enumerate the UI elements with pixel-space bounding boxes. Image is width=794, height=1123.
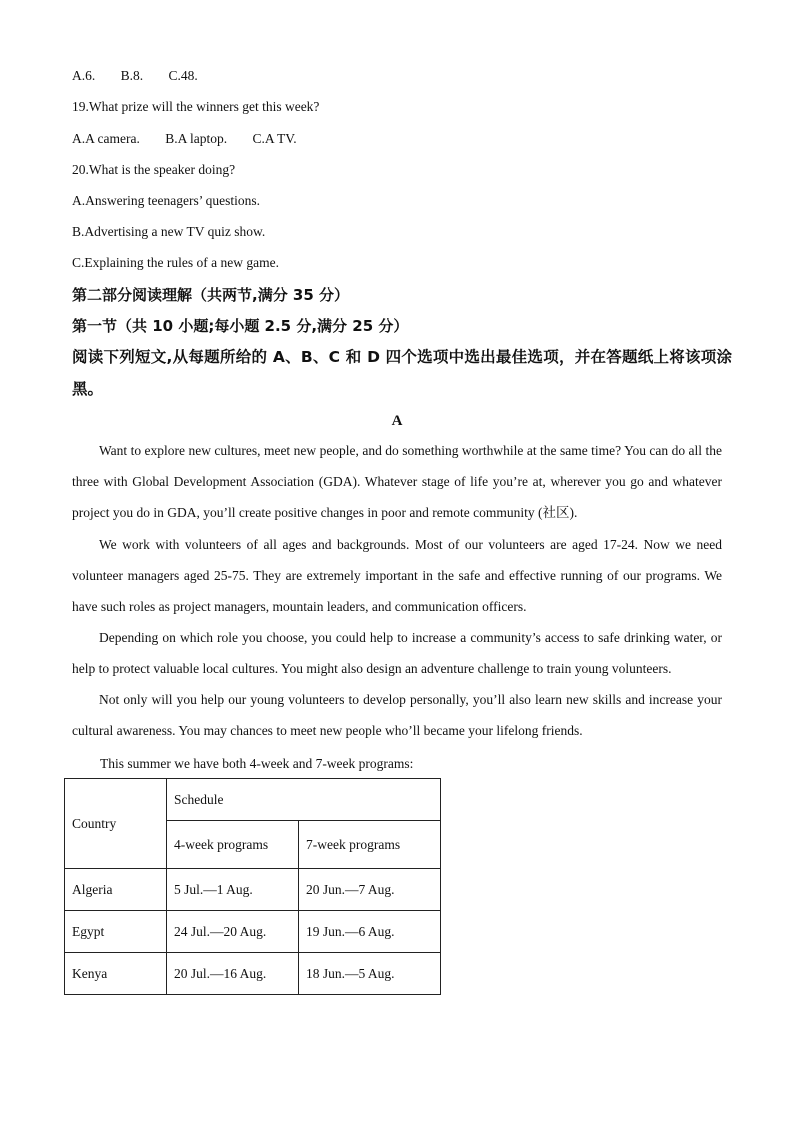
q18-options	[72, 67, 198, 85]
section-heading: 第一节（共 10 小题;每小题 2.5 分,满分 25 分）	[72, 317, 409, 335]
q19-question: 19.What prize will the winners get this week?	[72, 99, 320, 114]
q20-option-c: C.Explaining the rules of a new game.	[72, 255, 279, 270]
q18-option-b: B.8.	[120, 68, 144, 83]
four-week-header: 4-week programs	[167, 821, 299, 869]
q18-option-c: C.48.	[168, 68, 198, 83]
q20-option-b: B.Advertising a new TV quiz show.	[72, 224, 266, 239]
part-heading: 第二部分阅读理解（共两节,满分 35 分）	[72, 286, 350, 304]
passage-paragraph: Not only will you help our young volunteers to develop personally, you’ll also learn new skills and increase your cultural awareness. You may chances to meet new people who’ll became your lifelong friends.	[72, 692, 722, 738]
country-cell: Egypt	[65, 911, 167, 953]
table-row	[65, 953, 441, 995]
q20-question: 20.What is the speaker doing?	[72, 162, 236, 177]
passage-paragraph: We work with volunteers of all ages and backgrounds. Most of our volunteers are aged 17-24. Now we need volunteer managers aged 25-75. They are extremely important in the safe and effective running of our programs. We have such roles as project managers, mountain leaders, and communication officers.	[72, 537, 722, 614]
q19-option-a: A.A camera.	[72, 131, 140, 146]
instructions: 阅读下列短文,从每题所给的 A、B、C 和 D 四个选项中选出最佳选项，并在答题纸上将该项涂黑。	[72, 348, 732, 398]
country-header: Country	[65, 779, 167, 869]
seven-week-cell: 19 Jun.—6 Aug.	[299, 911, 441, 953]
q18-option-a: A.6.	[72, 68, 96, 83]
seven-week-header: 7-week programs	[299, 821, 441, 869]
seven-week-cell: 18 Jun.—5 Aug.	[299, 953, 441, 995]
table-row	[65, 911, 441, 953]
seven-week-cell: 20 Jun.—7 Aug.	[299, 869, 441, 911]
country-cell: Kenya	[65, 953, 167, 995]
four-week-cell: 24 Jul.—20 Aug.	[167, 911, 299, 953]
country-cell: Algeria	[65, 869, 167, 911]
passage-title: A	[391, 413, 403, 429]
q20-option-a: A.Answering teenagers’ questions.	[72, 193, 260, 208]
q19-option-b: B.A laptop.	[165, 131, 228, 146]
table-intro: This summer we have both 4-week and 7-week programs:	[100, 756, 414, 771]
schedule-table	[64, 778, 441, 995]
passage-paragraph: Want to explore new cultures, meet new people, and do something worthwhile at the same time? You can do all the three with Global Development Association (GDA). Whatever stage of life you’re at, wherever you go and whatever project you do in GDA, you’ll create positive changes in poor and remote community (社区).	[72, 443, 722, 520]
four-week-cell: 20 Jul.—16 Aug.	[167, 953, 299, 995]
passage-paragraph: Depending on which role you choose, you could help to increase a community’s access to safe drinking water, or help to protect valuable local cultures. You might also design an adventure challenge to train young volunteers.	[72, 630, 722, 676]
schedule-header: Schedule	[167, 779, 441, 821]
table-row	[65, 869, 441, 911]
q19-option-c: C.A TV.	[252, 131, 297, 146]
q19-options	[72, 130, 297, 148]
four-week-cell: 5 Jul.—1 Aug.	[167, 869, 299, 911]
table-header-row	[65, 779, 441, 821]
